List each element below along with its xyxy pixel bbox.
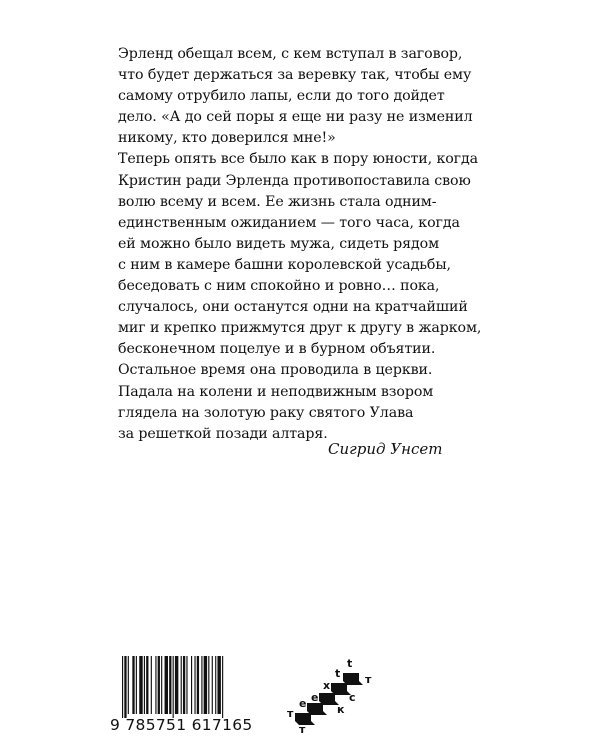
text-line: Остальное время она проводила в церкви. bbox=[118, 362, 433, 379]
barcode-bar bbox=[208, 656, 209, 714]
logo-letter: t bbox=[347, 657, 353, 670]
text-line: дело. «А до сей поры я еще ни разу не изменил bbox=[118, 109, 473, 126]
text-line: единственным ожиданием — того часа, когда bbox=[118, 214, 460, 231]
barcode-bar bbox=[204, 656, 207, 714]
barcode-bar bbox=[132, 656, 134, 714]
barcode-bar bbox=[161, 656, 162, 714]
barcode-bar bbox=[155, 656, 156, 714]
text-line: миг и крепко прижмутся друг к другу в жарком, bbox=[118, 320, 482, 337]
text-line: что будет держаться за веревку так, чтобы ему bbox=[118, 67, 472, 84]
barcode-bar bbox=[175, 656, 178, 714]
barcode-bar bbox=[191, 656, 192, 714]
publisher-logo bbox=[285, 655, 375, 735]
text-line: глядела на золотую раку святого Улава bbox=[118, 404, 414, 421]
barcode-bar bbox=[212, 656, 213, 714]
text-line: самому отрубило лапы, если до того дойдет bbox=[118, 88, 445, 105]
text-line: волю всему и всем. Ее жизнь стала одним- bbox=[118, 193, 437, 210]
barcode-bar bbox=[197, 656, 199, 714]
barcode-bar bbox=[173, 656, 174, 718]
logo-letter: т bbox=[365, 673, 372, 686]
barcode-bar bbox=[128, 656, 129, 714]
logo-step bbox=[319, 693, 335, 701]
barcode-bar bbox=[158, 656, 160, 714]
logo-letter: е bbox=[311, 691, 319, 704]
text-line: беседовать с ним спокойно и ровно… пока, bbox=[118, 278, 440, 295]
logo-letter: х bbox=[323, 679, 331, 692]
barcode-bar bbox=[181, 656, 182, 714]
author-name: Сигрид Унсет bbox=[328, 440, 443, 458]
barcode-bar bbox=[217, 656, 220, 714]
barcode-bar bbox=[122, 656, 123, 718]
isbn-barcode bbox=[110, 656, 256, 734]
text-line: Кристин ради Эрленда противопоставила свою bbox=[118, 172, 471, 189]
text-line: бесконечном поцелуе и в бурном объятии. bbox=[118, 341, 436, 358]
barcode-bar bbox=[186, 656, 187, 714]
logo-step bbox=[343, 673, 359, 681]
barcode-bar bbox=[136, 656, 137, 714]
annotation-text bbox=[118, 44, 482, 445]
barcode-bars bbox=[110, 656, 256, 718]
text-line: никому, кто доверился мне!» bbox=[118, 130, 336, 147]
logo-step bbox=[331, 683, 347, 691]
barcode-bar bbox=[124, 656, 126, 718]
text-line: Эрленд обещал всем, с кем вступал в заговор, bbox=[118, 46, 463, 62]
logo-letter: к bbox=[337, 703, 345, 716]
text-line: Теперь опять все было как в пору юности, когда bbox=[118, 151, 478, 168]
barcode-bar bbox=[183, 656, 185, 714]
barcode-bar bbox=[139, 656, 142, 714]
text-line: ей можно было видеть мужа, сидеть рядом bbox=[118, 235, 440, 252]
logo-letter: т bbox=[299, 723, 306, 735]
barcode-bar bbox=[151, 656, 152, 714]
text-line: за решеткой позади алтаря. bbox=[118, 425, 328, 442]
logo-letter: т bbox=[287, 707, 294, 720]
logo-letter: е bbox=[299, 697, 307, 710]
barcode-bar bbox=[201, 656, 202, 714]
barcode-bar bbox=[194, 656, 195, 714]
barcode-bar bbox=[146, 656, 148, 714]
barcode-bar bbox=[222, 656, 223, 718]
isbn-number: 9 785751 617165 bbox=[110, 716, 253, 734]
logo-step bbox=[295, 713, 311, 721]
text-line: Падала на колени и неподвижным взором bbox=[118, 383, 434, 400]
text-line: случалось, они останутся одни на кратчайший bbox=[118, 299, 468, 316]
barcode-bar bbox=[165, 656, 168, 714]
text-line: с ним в камере башни королевской усадьбы, bbox=[118, 256, 451, 273]
barcode-bar bbox=[169, 656, 171, 714]
logo-letter: t bbox=[335, 667, 341, 680]
barcode-bar bbox=[215, 656, 216, 714]
logo-step bbox=[307, 703, 323, 711]
logo-letter: с bbox=[349, 691, 356, 704]
barcode-bar bbox=[144, 656, 145, 714]
